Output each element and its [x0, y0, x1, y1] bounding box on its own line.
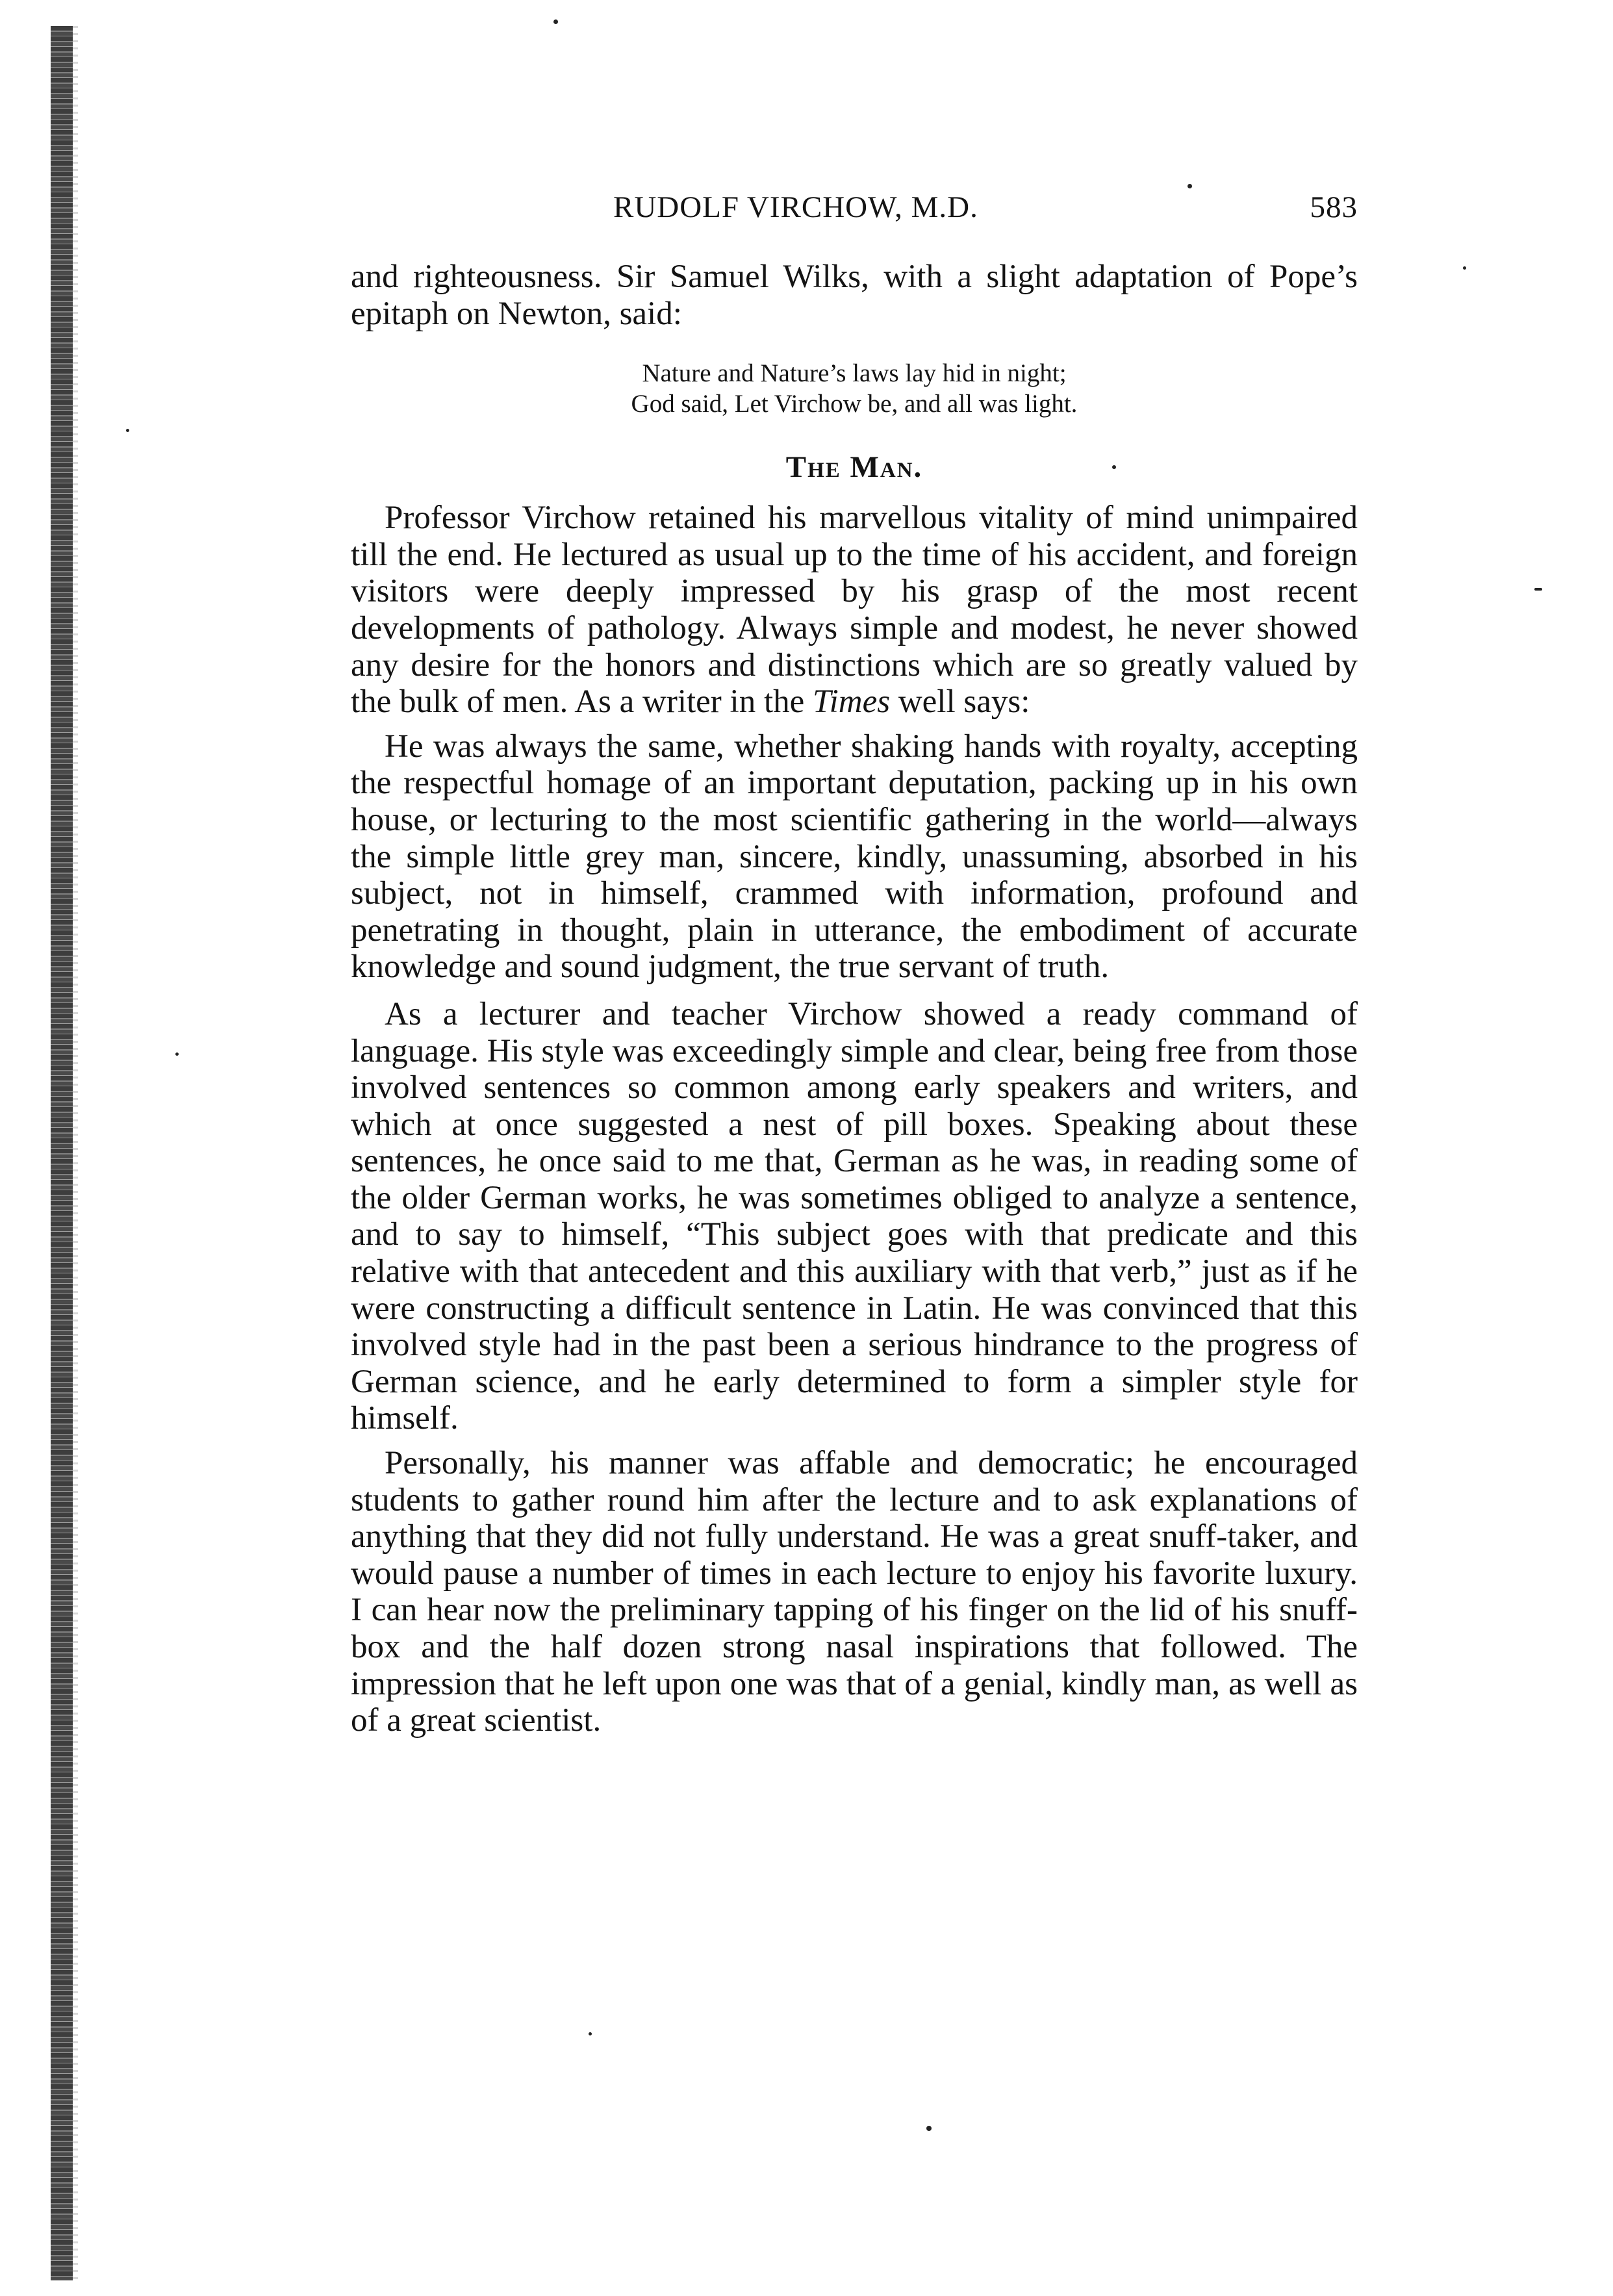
opening-paragraph: and righteousness. Sir Samuel Wilks, with a slight adaptation of Pope’s epitaph on Newton, said: [351, 259, 1358, 332]
page-body [351, 259, 1358, 1739]
running-title: RUDOLF VIRCHOW, M.D. [613, 190, 978, 224]
binding-edge-texture [73, 26, 78, 2280]
section-heading: The Man. [785, 450, 923, 485]
page-speck [589, 2032, 592, 2035]
page-number: 583 [1310, 190, 1358, 224]
page-speck [926, 2126, 932, 2131]
page-speck [126, 429, 129, 432]
page-speck [1534, 588, 1542, 591]
page-speck [1188, 184, 1192, 188]
paragraph-text: well says: [890, 683, 1030, 721]
verse-line: God said, Let Virchow be, and all was light. [631, 390, 1078, 418]
binding-edge-shadow [51, 26, 73, 2280]
paragraph-text: Professor Virchow retained his marvellous vitality of mind unimpaired till the end. He lectured as usual up to the time of his accident, and foreign visitors were deeply impressed by his grasp of the most recent developments of pathology. Always simple and modest, he never showed any desire for the honors and distinctions which are so greatly valued by the bulk of men. As a writer in the [351, 500, 1358, 721]
block-quotation: He was always the same, whether shaking hands with royalty, accepting the respectful homage of an important deputation, packing up in his own house, or lecturing to the most scientific gathering in the world—always the simple little grey man, sincere, kindly, unassuming, absorbed in his subject, not in himself, crammed with information, profound and penetrating in thought, plain in utterance, the embodiment of accurate knowledge and sound judgment, the true servant of truth. [351, 728, 1358, 986]
page-speck [175, 1052, 179, 1056]
newspaper-title: Times [813, 683, 891, 721]
page-speck [553, 19, 558, 24]
verse-line: Nature and Nature’s laws lay hid in night; [642, 359, 1067, 388]
body-paragraph [351, 500, 1358, 721]
body-paragraph: As a lecturer and teacher Virchow showed a ready command of language. His style was exceedingly simple and clear, being free from those involved sentences so common among early speakers and writers, and which at once suggested a nest of pill boxes. Speaking about these sentences, he once said to me that, German as he was, in reading some of the older German works, he was sometimes obliged to analyze a sentence, and to say to himself, “This subject goes with that predicate and this relative with that antecedent and this auxiliary with that verb,” just as if he were constructing a difficult sentence in Latin. He was convinced that this involved style had in the past been a serious hindrance to the progress of German science, and he early determined to form a simpler style for himself. [351, 995, 1358, 1437]
epitaph-verse [351, 332, 1358, 436]
page-header [351, 190, 1358, 235]
page-speck [1463, 266, 1466, 270]
body-paragraph: Personally, his manner was affable and democratic; he encouraged students to gather round him after the lecture and to ask explanations of anything that they did not fully understand. He was a great snuff-taker, and would pause a number of times in each lecture to enjoy his favorite luxury. I can hear now the preliminary tapping of his finger on the lid of his snuff-box and the half dozen strong nasal inspirations that followed. The impression that he left upon one was that of a genial, kindly man, as well as of a great scientist. [351, 1445, 1358, 1739]
